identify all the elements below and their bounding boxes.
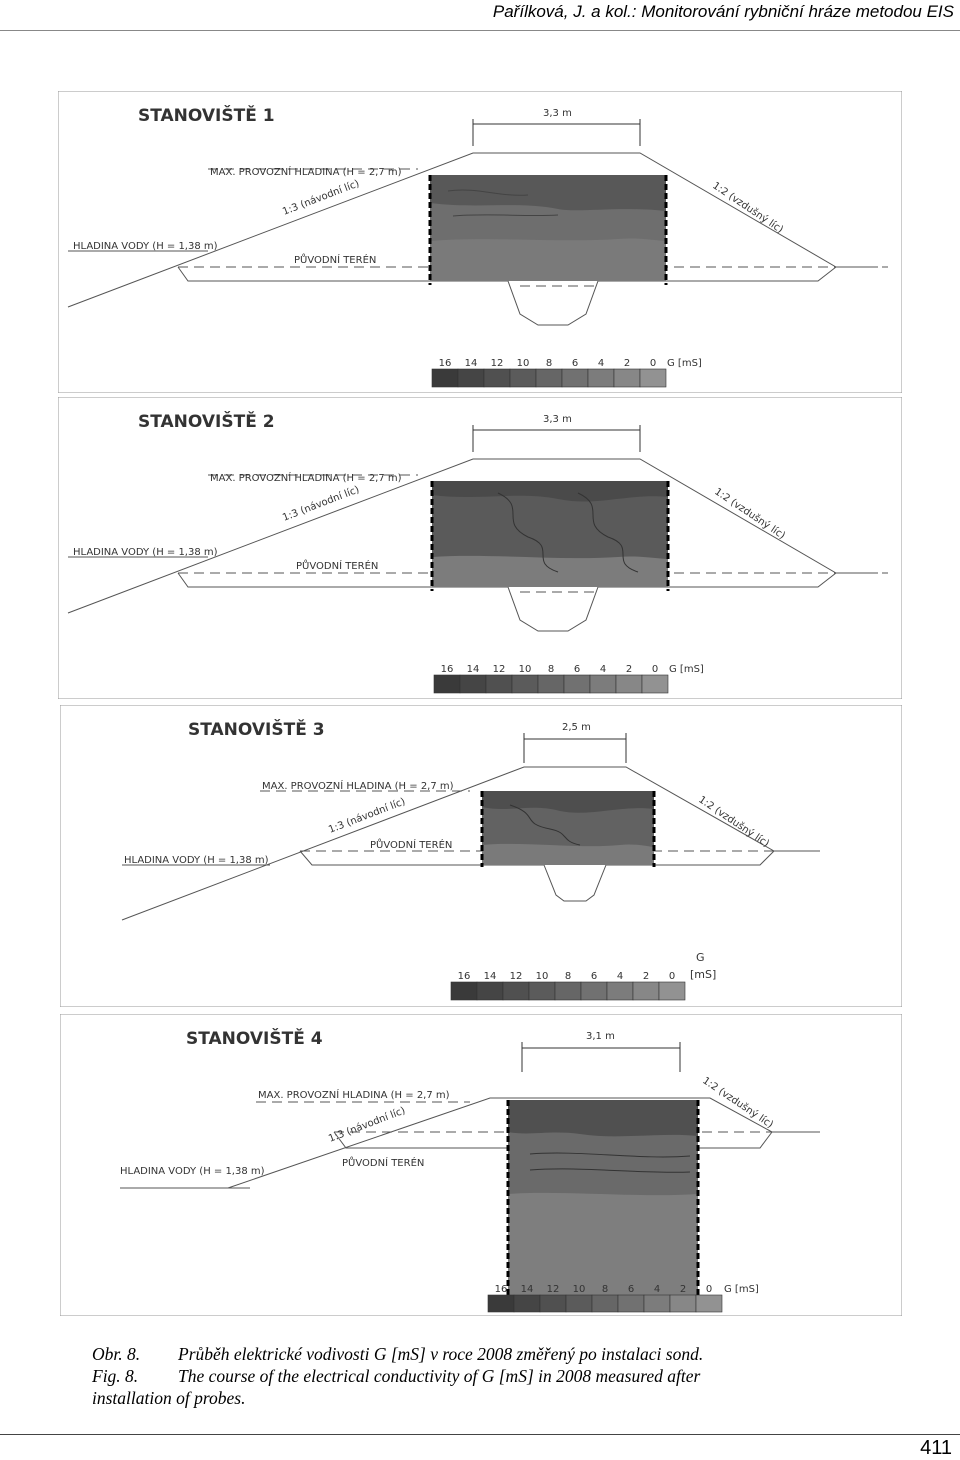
water-level-label: HLADINA VODY (H = 1,38 m) <box>73 547 218 558</box>
max-level-label: MAX. PROVOZNÍ HLADINA (H = 2,7 m) <box>258 1090 450 1101</box>
running-title: Pařílková, J. a kol.: Monitorování rybniční hráze metodou EIS <box>492 2 954 21</box>
legend-tick-label: 2 <box>679 1284 687 1295</box>
upstream-slope-label: 1:3 (návodní líc) <box>327 1105 407 1145</box>
legend-swatch <box>514 1295 540 1312</box>
panel-stanoviste-1 <box>58 91 902 393</box>
legend-swatch <box>581 982 607 1000</box>
legend-tick-label: 10 <box>535 971 549 982</box>
legend-tick-label: 8 <box>564 971 572 982</box>
legend-tick-label: 10 <box>516 358 530 369</box>
panel-stanoviste-4 <box>60 1014 902 1316</box>
legend-tick-label: 6 <box>627 1284 635 1295</box>
max-level-label: MAX. PROVOZNÍ HLADINA (H = 2,7 m) <box>210 473 402 484</box>
legend-tick-label: 12 <box>490 358 504 369</box>
legend-swatch <box>614 369 640 387</box>
legend-swatch <box>451 982 477 1000</box>
legend-tick-label: 16 <box>494 1284 508 1295</box>
panel-stanoviste-2 <box>58 397 902 699</box>
figure-caption <box>92 1343 852 1409</box>
legend-swatch <box>432 369 458 387</box>
upstream-slope-label: 1:3 (návodní líc) <box>281 178 361 218</box>
ground-label: PŮVODNÍ TERÉN <box>294 255 377 266</box>
legend-swatch <box>618 1295 644 1312</box>
legend-tick-label: 2 <box>625 664 633 675</box>
legend-swatch <box>529 982 555 1000</box>
legend-swatch <box>633 982 659 1000</box>
caption-en-text-line2: installation of probes. <box>92 1388 246 1408</box>
legend-tick-label: 10 <box>518 664 532 675</box>
panel-stanoviste-3 <box>60 705 902 1007</box>
upstream-slope-label: 1:3 (návodní líc) <box>281 484 361 524</box>
water-level-label: HLADINA VODY (H = 1,38 m) <box>124 855 269 866</box>
crest-width-label: 2,5 m <box>562 722 591 733</box>
running-header <box>0 0 960 31</box>
legend-tick-label: 14 <box>483 971 497 982</box>
legend-tick-label: 14 <box>466 664 480 675</box>
legend-tick-label: 4 <box>597 358 605 369</box>
legend-swatch <box>503 982 529 1000</box>
downstream-slope-label: 1:2 (vzdušný líc) <box>710 180 785 236</box>
legend-tick-label: 8 <box>545 358 553 369</box>
water-level-label: HLADINA VODY (H = 1,38 m) <box>120 1166 265 1177</box>
legend-tick-label: 12 <box>546 1284 560 1295</box>
legend-swatch <box>644 1295 670 1312</box>
legend-tick-label: 12 <box>509 971 523 982</box>
legend-swatch <box>659 982 685 1000</box>
panel-title: STANOVIŠTĚ 1 <box>138 106 275 126</box>
legend-tick-label: 12 <box>492 664 506 675</box>
legend-swatch <box>590 675 616 693</box>
legend-swatch <box>540 1295 566 1312</box>
legend-swatch <box>434 675 460 693</box>
legend-unit: G [mS] <box>667 358 702 369</box>
ground-label: PŮVODNÍ TERÉN <box>342 1158 425 1169</box>
legend-swatch <box>486 675 512 693</box>
crest-width-label: 3,1 m <box>586 1031 615 1042</box>
legend-unit: G [mS] <box>669 664 704 675</box>
legend-swatch <box>696 1295 722 1312</box>
legend-tick-label: 4 <box>653 1284 661 1295</box>
legend-tick-label: 8 <box>601 1284 609 1295</box>
legend-swatch <box>562 369 588 387</box>
legend-swatch <box>566 1295 592 1312</box>
legend-tick-label: 6 <box>590 971 598 982</box>
panel-title: STANOVIŠTĚ 4 <box>186 1029 323 1049</box>
dam-cross-section-3 <box>60 705 902 1007</box>
legend-swatch <box>477 982 503 1000</box>
legend-tick-label: 6 <box>571 358 579 369</box>
legend-tick-label: 16 <box>440 664 454 675</box>
dam-cross-section-4 <box>60 1014 902 1316</box>
legend-swatch <box>488 1295 514 1312</box>
legend-swatch <box>538 675 564 693</box>
caption-en-text-line1: The course of the electrical conductivity of G [mS] in 2008 measured after <box>178 1366 701 1386</box>
downstream-slope-label: 1:2 (vzdušný líc) <box>700 1075 775 1131</box>
legend-tick-label: 2 <box>623 358 631 369</box>
legend-swatch <box>592 1295 618 1312</box>
dam-cross-section-2 <box>58 397 902 699</box>
downstream-slope-label: 1:2 (vzdušný líc) <box>696 794 771 850</box>
legend-tick-label: 6 <box>573 664 581 675</box>
caption-en <box>92 1365 852 1387</box>
legend-tick-label: 0 <box>705 1284 713 1295</box>
panel-title: STANOVIŠTĚ 2 <box>138 412 275 432</box>
upstream-slope-label: 1:3 (návodní líc) <box>327 796 407 836</box>
legend-tick-label: 2 <box>642 971 650 982</box>
legend-tick-label: 10 <box>572 1284 586 1295</box>
caption-en-cont <box>92 1387 852 1409</box>
legend-unit: G [mS] <box>724 1284 759 1295</box>
caption-cz-text: Průběh elektrické vodivosti G [mS] v roce 2008 změřený po instalaci sond. <box>178 1344 704 1364</box>
legend-swatch <box>640 369 666 387</box>
legend-tick-label: 16 <box>457 971 471 982</box>
legend-tick-label: 4 <box>599 664 607 675</box>
legend-unit-ms: [mS] <box>690 968 717 981</box>
dam-cross-section-1 <box>58 91 902 393</box>
ground-label: PŮVODNÍ TERÉN <box>296 561 379 572</box>
legend-swatch <box>458 369 484 387</box>
downstream-slope-label: 1:2 (vzdušný líc) <box>712 486 787 542</box>
crest-width-label: 3,3 m <box>543 108 572 119</box>
legend-unit-g: G <box>696 951 705 964</box>
caption-cz-label: Obr. 8. <box>92 1344 141 1364</box>
caption-en-label: Fig. 8. <box>92 1366 139 1386</box>
legend-swatch <box>564 675 590 693</box>
crest-width-label: 3,3 m <box>543 414 572 425</box>
max-level-label: MAX. PROVOZNÍ HLADINA (H = 2,7 m) <box>210 167 402 178</box>
legend-tick-label: 4 <box>616 971 624 982</box>
legend-swatch <box>670 1295 696 1312</box>
legend-tick-label: 0 <box>651 664 659 675</box>
legend-tick-label: 14 <box>464 358 478 369</box>
footer-rule <box>0 1434 960 1435</box>
legend-tick-label: 0 <box>649 358 657 369</box>
water-level-label: HLADINA VODY (H = 1,38 m) <box>73 241 218 252</box>
panel-title: STANOVIŠTĚ 3 <box>188 720 325 740</box>
legend-swatch <box>616 675 642 693</box>
legend-swatch <box>642 675 668 693</box>
legend-swatch <box>588 369 614 387</box>
caption-cz <box>92 1343 852 1365</box>
page-number: 411 <box>920 1437 952 1459</box>
legend-swatch <box>536 369 562 387</box>
max-level-label: MAX. PROVOZNÍ HLADINA (H = 2,7 m) <box>262 781 454 792</box>
legend-tick-label: 16 <box>438 358 452 369</box>
legend-swatch <box>460 675 486 693</box>
legend-tick-label: 14 <box>520 1284 534 1295</box>
legend-swatch <box>555 982 581 1000</box>
ground-label: PŮVODNÍ TERÉN <box>370 840 453 851</box>
legend-swatch <box>512 675 538 693</box>
legend-tick-label: 0 <box>668 971 676 982</box>
legend-swatch <box>510 369 536 387</box>
legend-swatch <box>484 369 510 387</box>
legend-swatch <box>607 982 633 1000</box>
legend-tick-label: 8 <box>547 664 555 675</box>
